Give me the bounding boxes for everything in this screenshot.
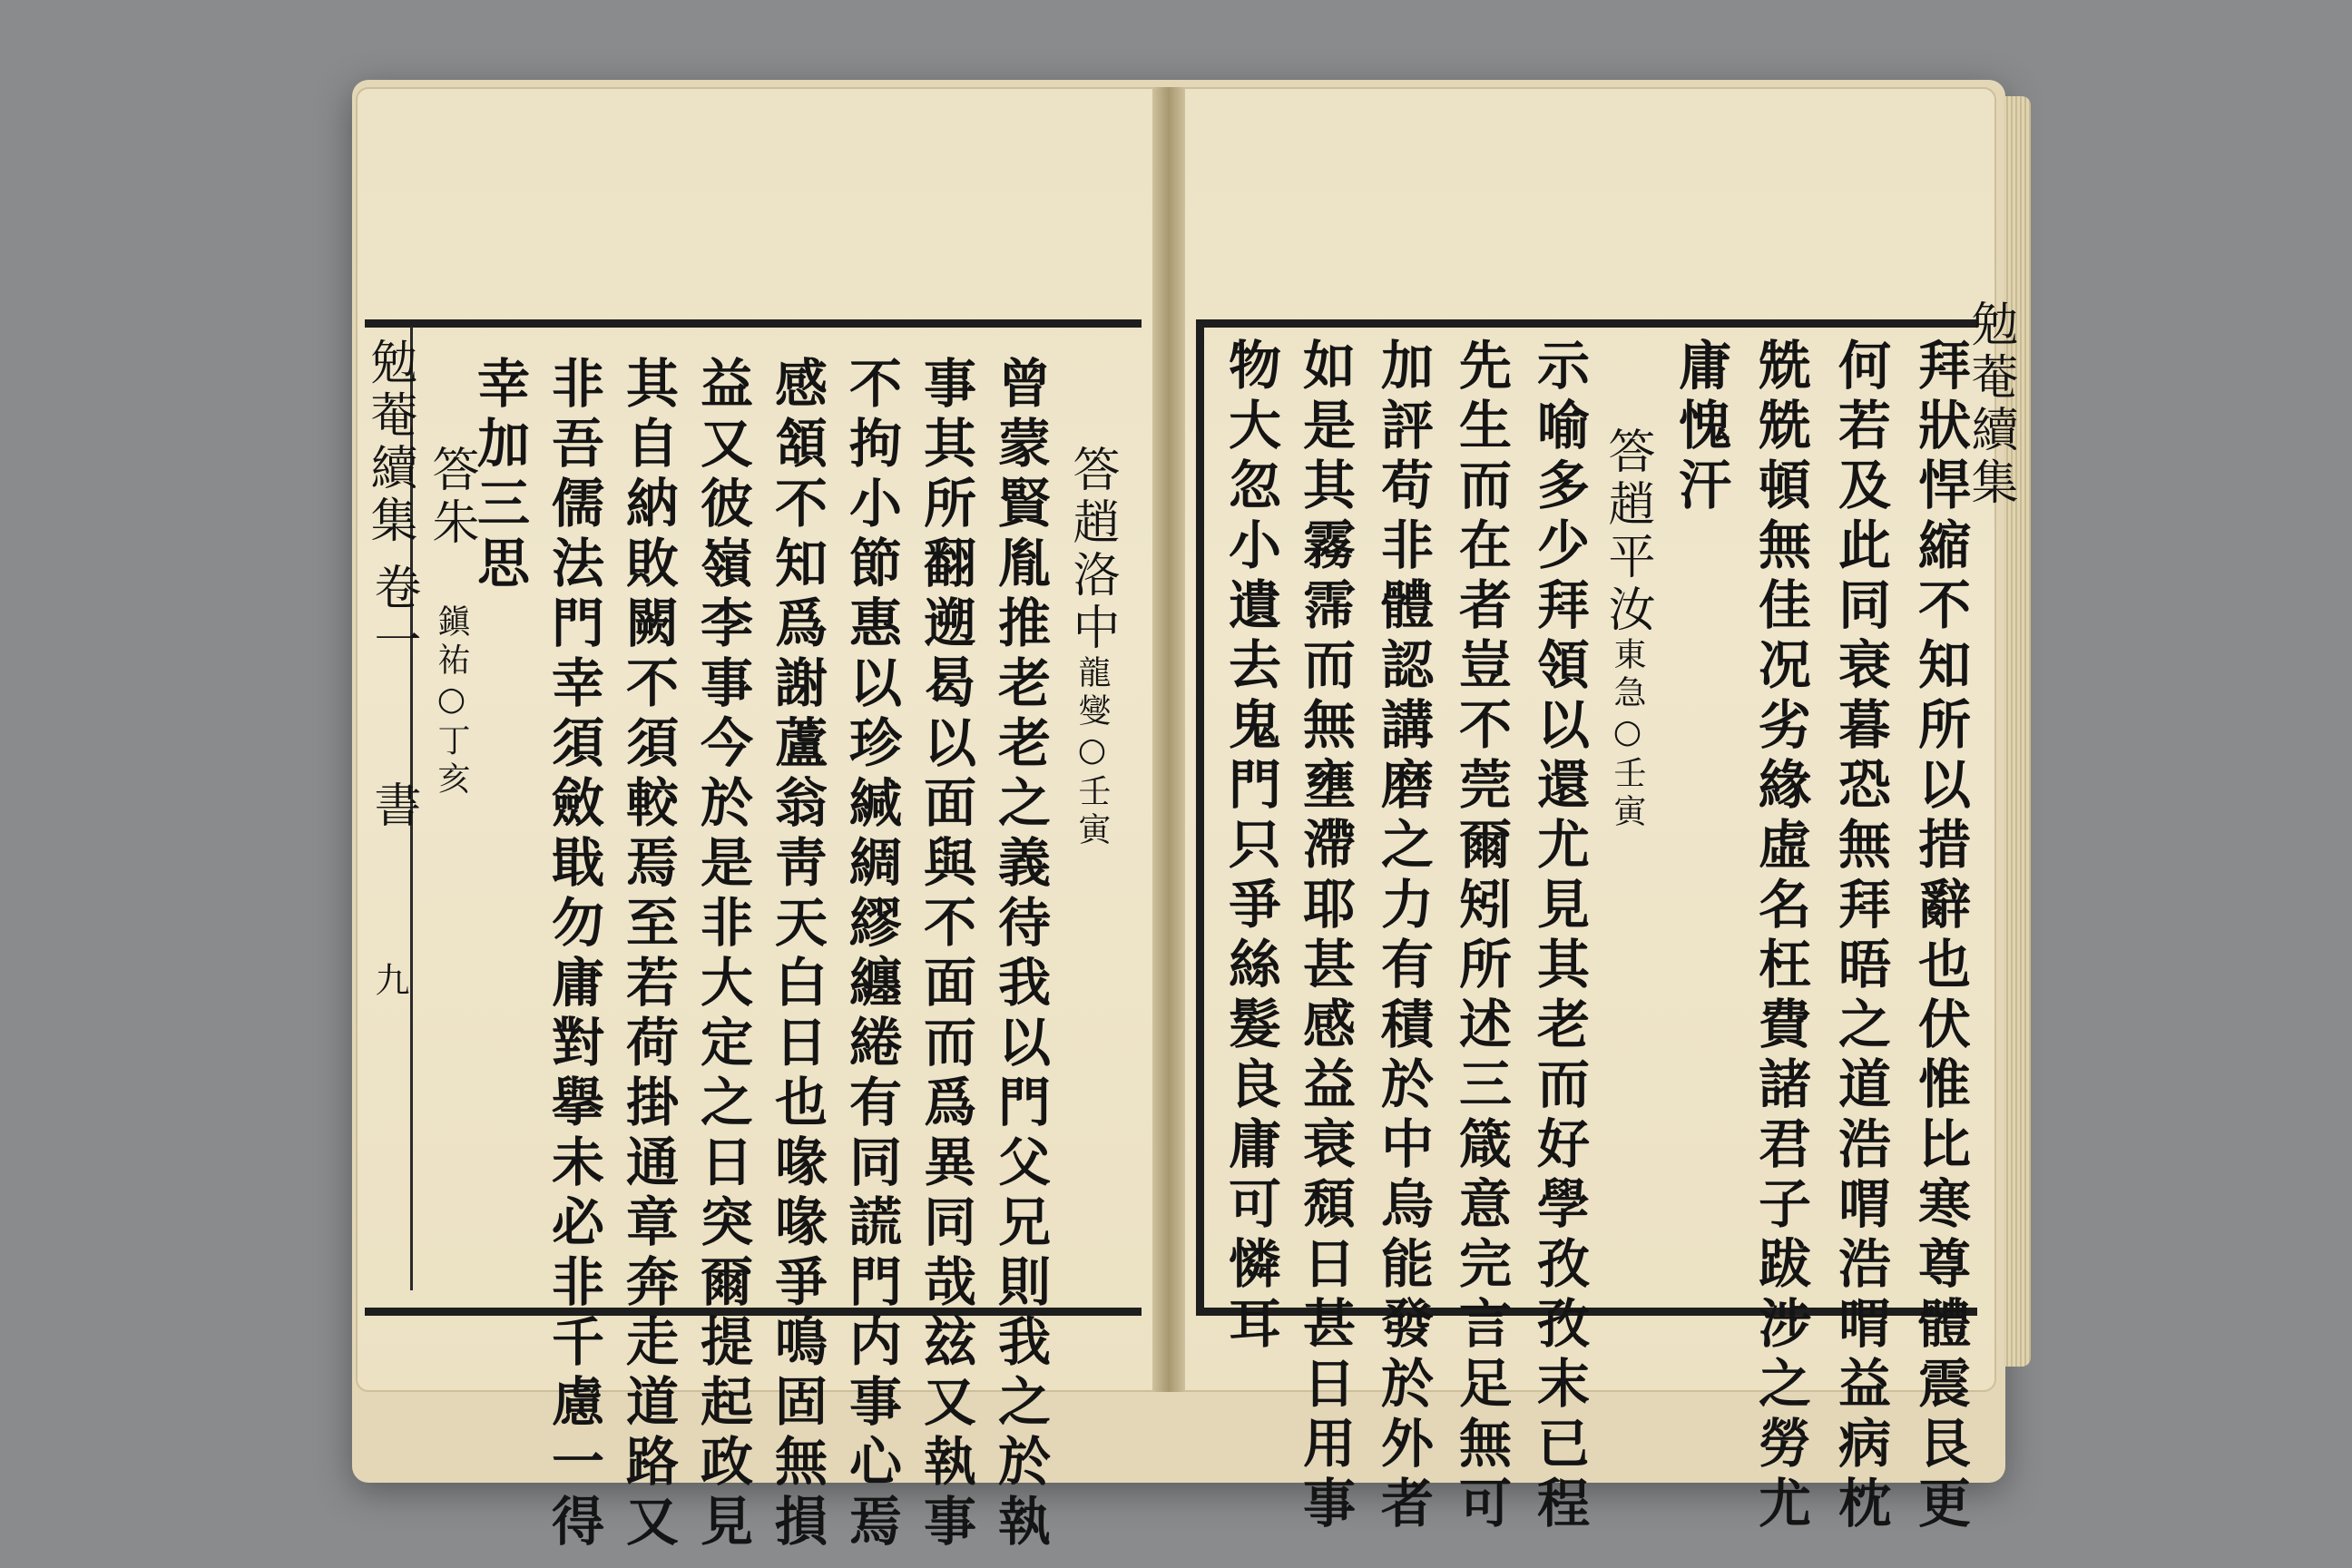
book-gutter: [1152, 87, 1185, 1392]
body-column: 如是其霧霈而無壅滯耶甚感益衰頹日甚日用事: [1294, 338, 1356, 1535]
body-column: 不拘小節惠以珍緘綢繆纏綣有同謊門内事心焉: [840, 356, 902, 1553]
body-column: 先生而在者豈不莞爾矧所述三箴意完言足無可: [1450, 338, 1512, 1535]
letter-title: 答趙洛中龍燮○壬寅: [1064, 445, 1119, 850]
body-column: 幸加三思: [468, 356, 530, 595]
body-column: 何若及此同衰暮恐無拜晤之道浩喟浩喟益病枕: [1829, 338, 1891, 1535]
body-column: 其自納敗闕不須較焉至若荷掛通章奔走道路又: [617, 356, 679, 1553]
letter-title: 答朱鎭祐○丁亥: [424, 445, 478, 799]
body-column: 非吾儒法門幸須斂戢勿庸對擧未必非千慮一得: [543, 356, 604, 1553]
margin-title: 勉菴續集: [362, 338, 416, 548]
body-column: 示喻多少拜領以還尤見其老而好學孜孜末已程: [1528, 338, 1590, 1535]
margin-section: 書: [366, 780, 420, 833]
letter-title: 答趙平汝東急○壬寅: [1600, 426, 1654, 832]
body-column: 物大忽小遺去鬼門只爭絲髮良庸可憐耳: [1220, 338, 1281, 1356]
right-margin-title: 勉菴續集: [1963, 299, 2017, 510]
margin-volume: 卷一: [366, 563, 420, 668]
body-column: 益又彼嶺李事今於是非大定之日突爾提起政見: [691, 356, 753, 1553]
title-note: 鎭祐○丁亥: [433, 604, 470, 799]
page-edges: [2004, 96, 2031, 1367]
body-column: 感頷不知爲謝蘆翁靑天白日也喙喙爭鳴固無損: [766, 356, 828, 1553]
title-note: 東急○壬寅: [1609, 637, 1646, 832]
body-column: 庸愧汗: [1670, 338, 1731, 517]
body-column: 曾蒙賢胤推老老之義待我以門父兄則我之於執: [989, 356, 1051, 1553]
body-column: 加評苟非體認講磨之力有積於中烏能發於外者: [1372, 338, 1434, 1535]
body-column: 事其所翻遡曷以面與不面而爲異同哉玆又執事: [915, 356, 976, 1553]
body-column: 兟兟頓無佳况劣緣虛名枉費諸君子跋涉之勞尤: [1749, 338, 1811, 1535]
title-note: 龍燮○壬寅: [1073, 655, 1111, 850]
body-column: 拜狀悍縮不知所以措辭也伏惟比寒尊體震艮更: [1909, 338, 1971, 1535]
page-number: 九: [369, 962, 409, 996]
